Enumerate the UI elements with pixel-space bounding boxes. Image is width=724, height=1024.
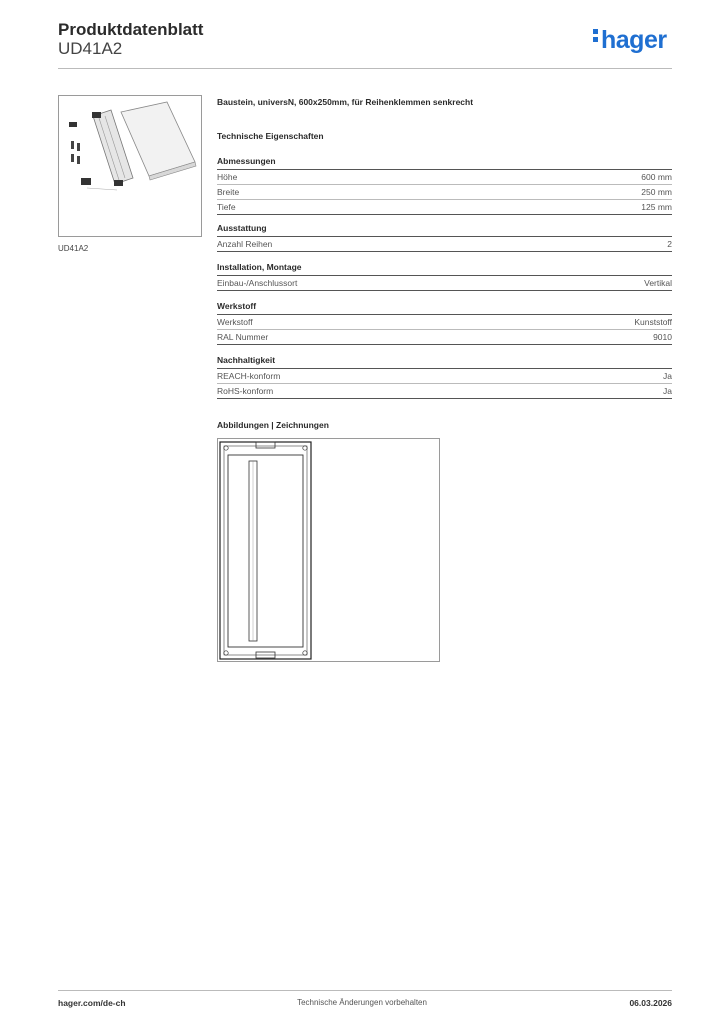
spec-row xyxy=(217,170,672,185)
technical-drawing xyxy=(217,438,440,662)
section-werkstoff xyxy=(217,301,672,345)
spec-row xyxy=(217,315,672,330)
spec-label: RoHS-konform xyxy=(217,386,274,396)
section-title: Nachhaltigkeit xyxy=(217,355,672,369)
spec-value: Vertikal xyxy=(644,278,672,288)
spec-row xyxy=(217,185,672,200)
spec-value: 600 mm xyxy=(641,172,672,182)
spec-label: Breite xyxy=(217,187,240,197)
footer-note: Technische Änderungen vorbehalten xyxy=(297,998,427,1007)
spec-row xyxy=(217,276,672,291)
header-divider xyxy=(58,68,672,69)
spec-value: Kunststoff xyxy=(634,317,672,327)
drawings-heading: Abbildungen | Zeichnungen xyxy=(217,420,329,430)
section-title: Ausstattung xyxy=(217,223,672,237)
spec-row xyxy=(217,200,672,215)
section-title: Abmessungen xyxy=(217,156,672,170)
section-ausstattung xyxy=(217,223,672,252)
spec-row xyxy=(217,369,672,384)
spec-label: REACH-konform xyxy=(217,371,281,381)
product-description: Baustein, universN, 600x250mm, für Reihenklemmen senkrecht xyxy=(217,97,474,107)
spec-label: RAL Nummer xyxy=(217,332,269,342)
product-image xyxy=(58,95,202,237)
product-illustration-icon xyxy=(59,96,201,236)
spec-value: Ja xyxy=(663,371,672,381)
spec-label: Einbau-/Anschlussort xyxy=(217,278,298,288)
spec-value: 9010 xyxy=(653,332,672,342)
spec-value: 2 xyxy=(667,239,672,249)
section-nachhaltigkeit xyxy=(217,355,672,399)
section-title: Werkstoff xyxy=(217,301,672,315)
spec-row xyxy=(217,384,672,399)
section-abmessungen xyxy=(217,156,672,215)
spec-label: Tiefe xyxy=(217,202,236,212)
page-title: Produktdatenblatt xyxy=(58,20,204,39)
image-caption: UD41A2 xyxy=(58,244,89,253)
section-installation xyxy=(217,262,672,291)
footer-date: 06.03.2026 xyxy=(629,998,672,1008)
spec-row xyxy=(217,237,672,252)
product-code: UD41A2 xyxy=(58,39,123,58)
front-view-drawing-icon xyxy=(218,439,439,661)
spec-label: Anzahl Reihen xyxy=(217,239,273,249)
section-title: Installation, Montage xyxy=(217,262,672,276)
footer-url-link[interactable]: hager.com/de-ch xyxy=(58,998,126,1008)
spec-label: Höhe xyxy=(217,172,238,182)
spec-label: Werkstoff xyxy=(217,317,253,327)
spec-value: 250 mm xyxy=(641,187,672,197)
spec-value: Ja xyxy=(663,386,672,396)
logo-dots-icon xyxy=(593,29,599,45)
footer-divider xyxy=(58,990,672,991)
hager-logo xyxy=(593,28,667,53)
spec-row xyxy=(217,330,672,345)
spec-value: 125 mm xyxy=(641,202,672,212)
technical-heading: Technische Eigenschaften xyxy=(217,131,324,141)
brand-name: hager xyxy=(601,26,667,54)
